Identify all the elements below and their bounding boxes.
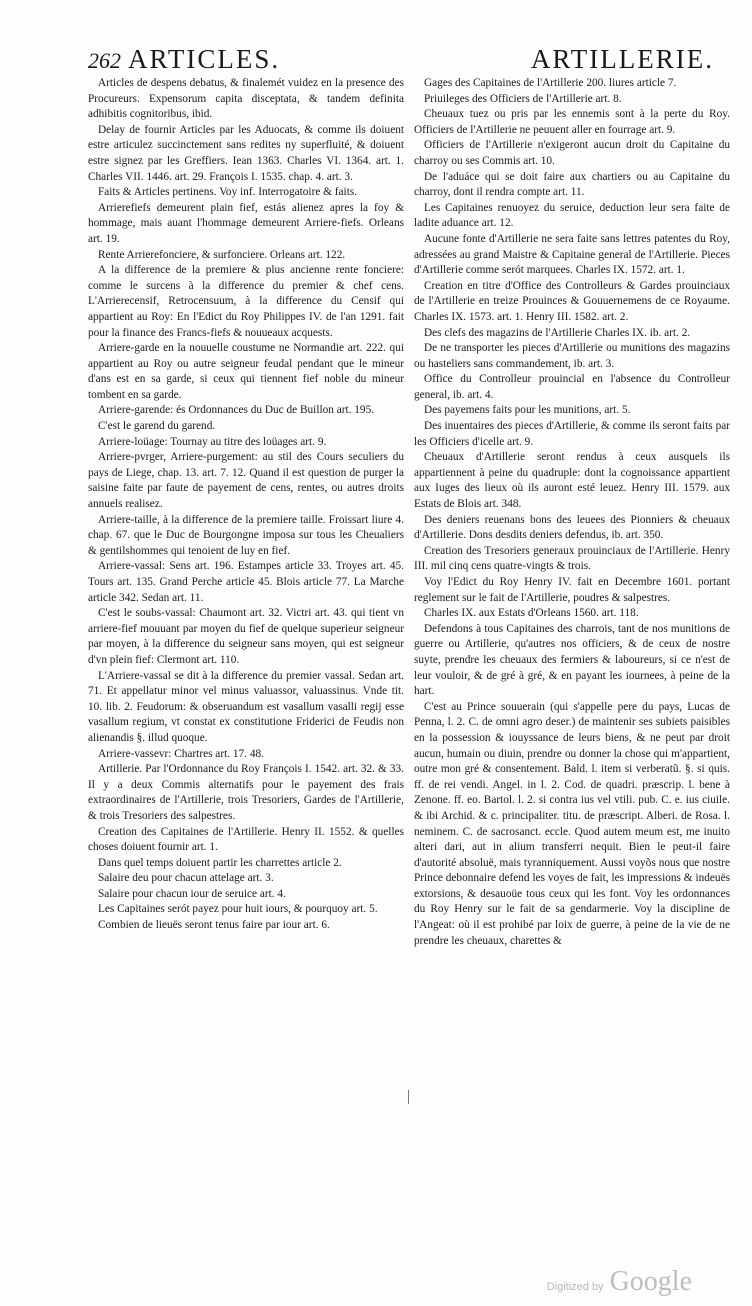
entry: Dans quel temps doiuent partir les charrettes article 2. [98,856,342,869]
entry: Arriere-vassal: Sens art. 196. Estampes article 33. Troyes art. 45. Tours art. 135. Grand Perche article 45. Blois article 77. La Marche article 342. Sedan art. 11. [88,560,404,604]
digitized-watermark [547,1266,692,1298]
entry: Salaire pour chacun iour de seruice art. 4. [98,887,286,900]
entry: Faits & Articles pertinens. Voy inf. Interrogatoire & faits. [98,186,358,199]
entry: Gages des Capitaines de l'Artillerie 200. liures article 7. [424,77,677,89]
entry: Charles IX. aux Estats d'Orleans 1560. art. 118. [424,607,639,620]
entry: Arriere-taille, à la difference de la premiere taille. Froissart liure 4. chap. 67. que le Duc de Bourgongne imposa sur tous les Cheualiers & gentilshommes qui tenoient de luy en fief. [88,513,404,557]
entry: De ne transporter les pieces d'Artillerie ou munitions des magazins ou hasteliers sans commandement, ib. art. 3. [414,342,730,370]
entry: Artillerie. Par l'Ordonnance du Roy François I. 1542. art. 32. & 33. Il y a deux Commis alternatifs pour le payement des frais extraordinaires de l'Artillerie, trois Tresoriers, Gardes de l'Artillerie, & trois Tresoriers des salpestres. [88,763,404,822]
page-number: 262 [88,48,121,73]
entry: Cheuaux tuez ou pris par les ennemis sont à la perte du Roy. Officiers de l'Artillerie ne peuuent aller en fourrage art. 9. [414,108,730,136]
entry: Aucune fonte d'Artillerie ne sera faite sans lettres patentes du Roy, adressées au grand Maistre & Capitaine general de l'Artillerie. Pieces d'Artillerie comme serót marquees. Charles IX. 1572. art. 1. [414,232,730,277]
entry: Delay de fournir Articles par les Aduocats, & comme ils doiuent estre articulez succinctement sans redites ny superfluité, & doiuent estre signez par les Greffiers. Iean 1363. Charles VI. 1364. art. 1. Charles VII. 1446. art. 29. François I. 1535. chap. 4. art. 3. [88,123,404,183]
gutter-mark [408,1090,409,1104]
entry: Creation des Capitaines de l'Artillerie. Henry II. 1552. & quelles choses doiuent fournir art. 1. [88,825,404,854]
entry: C'est le garend du garend. [98,420,216,433]
entry: Creation des Tresoriers generaux prouinciaux de l'Artillerie. Henry III. mil cinq cens quatre-vingts & trois. [414,544,730,573]
entry: Arriere-garde en la nouuelle coustume ne Normandie art. 222. qui appartient au Roy ou autre seigneur feudal pendant que le mineur d'ans est en sa garde, si ceux qui tiennent fief noble du mineur tombent en sa garde. [88,342,404,401]
entry: Arrierefiefs demeurent plain fief, estás alienez apres la foy & hommage, mais auant l'hommage demeurent Arriere-fiefs. Orleans art. 19. [88,201,404,245]
right-column [414,76,730,949]
entry: Defendons à tous Capitaines des charrois, tant de nos munitions de guerre ou Artillerie, qu'autres nos officiers, & de ceux de nostre suyte, prendre les cheuaux des fermiers & laboureurs, si ce n'est de leur vouloir, & de gré à gré, & en payant les iournees, à peine de la hart. [414,622,730,698]
running-title-left: ARTICLES. [128,44,281,74]
entry: L'Arriere-vassal se dit à la difference du premier vassal. Sedan art. 71. Et appellatur minor vel minus valuassor, valuassinus. Vnde tit. 10. lib. 2. Feudorum: & obseruandum est vasallum vasalli regij esse vasallum regium, vt constat ex constitutione Friderici de Feudis non alienandis §. illud quoque. [88,669,404,744]
entry: Rente Arrierefonciere, & surfonciere. Orleans art. 122. [98,248,346,261]
left-column [88,76,404,934]
entry: Les Capitaines serót payez pour huit iours, & pourquoy art. 5. [98,903,378,916]
entry: Arriere-pvrger, Arriere-purgement: au stil des Cours seculiers du pays de Liege, chap. 13. art. 7. 12. Quand il est question de purger la saisine faite par faute de payement de cens, rentes, ou autres droits annuels realisez. [88,451,404,511]
digitized-label: Digitized by [546,1281,604,1293]
entry: Office du Controlleur prouincial en l'absence du Controlleur general, ib. art. 4. [414,373,730,401]
entry: Les Capitaines renuoyez du seruice, deduction leur sera faite de ladite aduance art. 12. [414,201,730,230]
entry: Combien de lieuës seront tenus faire par iour art. 6. [98,919,330,932]
entry: C'est le soubs-vassal: Chaumont art. 32. Victri art. 43. qui tient vn arriere-fief mouuant par moyen du fief de quelque superieur seigneur par moyen, à la difference du seigneur sans moyen, qui est seigneur d'vn plein fief: Clermont art. 110. [88,607,404,666]
entry: De l'aduáce qui se doit faire aux chartiers ou au Capitaine du charroy, dont il rendra compte art. 11. [414,170,730,199]
entry: Des payemens faits pour les munitions, art. 5. [424,404,631,417]
entry: Arriere-loüage: Tournay au titre des loüages art. 9. [98,435,327,448]
entry: Officiers de l'Artillerie n'exigeront aucun droit du Capitaine du charroy ou ses Commis art. 10. [414,139,730,167]
entry: Voy l'Edict du Roy Henry IV. fait en Decembre 1601. portant reglement sur le fait de l'Artillerie, poudres & salpestres. [414,576,730,604]
entry: Priuileges des Officiers de l'Artillerie art. 8. [424,92,622,105]
entry: Creation en titre d'Office des Controlleurs & Gardes prouinciaux de l'Artillerie en treize Prouinces & Gouuernemens de ce Royaume. Charles IX. 1573. art. 1. Henry III. 1582. art. 2. [414,279,730,323]
entry: Articles de despens debatus, & finalemét vuidez en la presence des Procureurs. Expensorum capita disceptata, & tandem definita adhibitis cognitoribus, ibid. [88,77,404,121]
entry: A la difference de la premiere & plus ancienne rente fonciere: comme le surcens à la difference du premier & chef cens. L'Arrierecensif, Retrocensuum, à la difference du Censif qui appartient au Roy: En l'Edict du Roy Philippes IV. de l'an 1291. fait pour la finance des Francs-fiefs & nouueaux acquests. [88,264,404,339]
page-header [88,40,728,74]
entry: Arriere-garende: és Ordonnances du Duc de Buillon art. 195. [98,404,375,417]
google-logo: Google [609,1266,692,1297]
entry: Des inuentaires des pieces d'Artillerie, & comme ils seront faits par les Officiers d'icelle art. 9. [414,420,730,448]
entry: Salaire deu pour chacun attelage art. 3. [98,872,274,885]
entry: Des deniers reuenans bons des leuees des Pionniers & cheuaux d'Artillerie. Dons desdits deniers defendus, ib. art. 350. [414,513,730,542]
entry: Cheuaux d'Artillerie seront rendus à ceux ausquels ils appartiennent à peine du quadruple: dont la cognoissance appartient aux Iuges des lieux où ils auront esté leuez. Henry III. 1579. aux Estats de Blois art. 348. [414,451,730,511]
entry: Arriere-vassevr: Chartres art. 17. 48. [98,747,264,760]
entry: C'est au Prince souuerain (qui s'appelle pere du pays, Lucas de Penna, l. 2. C. de omni agro deser.) de maintenir ses subiets paisibles en la possession & iouyssance de leurs biens, & ne peut par droit aucun, humain ou diuin, prendre ou donner la chose qui m'appartient, outre mon gré & consentement. Bald. l. item si verberatũ. §. si quis. ff. de rei vendi. Angel. in l. 2. Cod. de quadri. præscrip. l. bene à Zenone. ff. eo. Bartol. l. 2. si contra ius vel vtili. pub. C. e. ius ciuile. & ibi Archid. & c. principaliter. titu. de præscript. Alberi. de Rosa. l. neminem. C. de sacrosanct. eccle. Quod autem meum est, me inuito alteri dari, aut in alium transferri nequit. Bien le peut-il faire d'autorité absoluë, mais tyranniquement. Aussi voyõs nous que nostre Prince debonnaire defend les voyes de fait, les impressions & indeuës extorsions, & desauoüe tous ceux qui les font. Voy les ordonnances du Roy Henry sur le fait de sa gendarmerie. Voy la discipline de l'Angeat: où il est prohibé par loix de guerre, à peine de la vie de ne prendre les cheuaux, charettes & [414,700,730,947]
entry: Des clefs des magazins de l'Artillerie Charles IX. ib. art. 2. [424,326,691,339]
running-title-right: ARTILLERIE. [530,44,714,74]
